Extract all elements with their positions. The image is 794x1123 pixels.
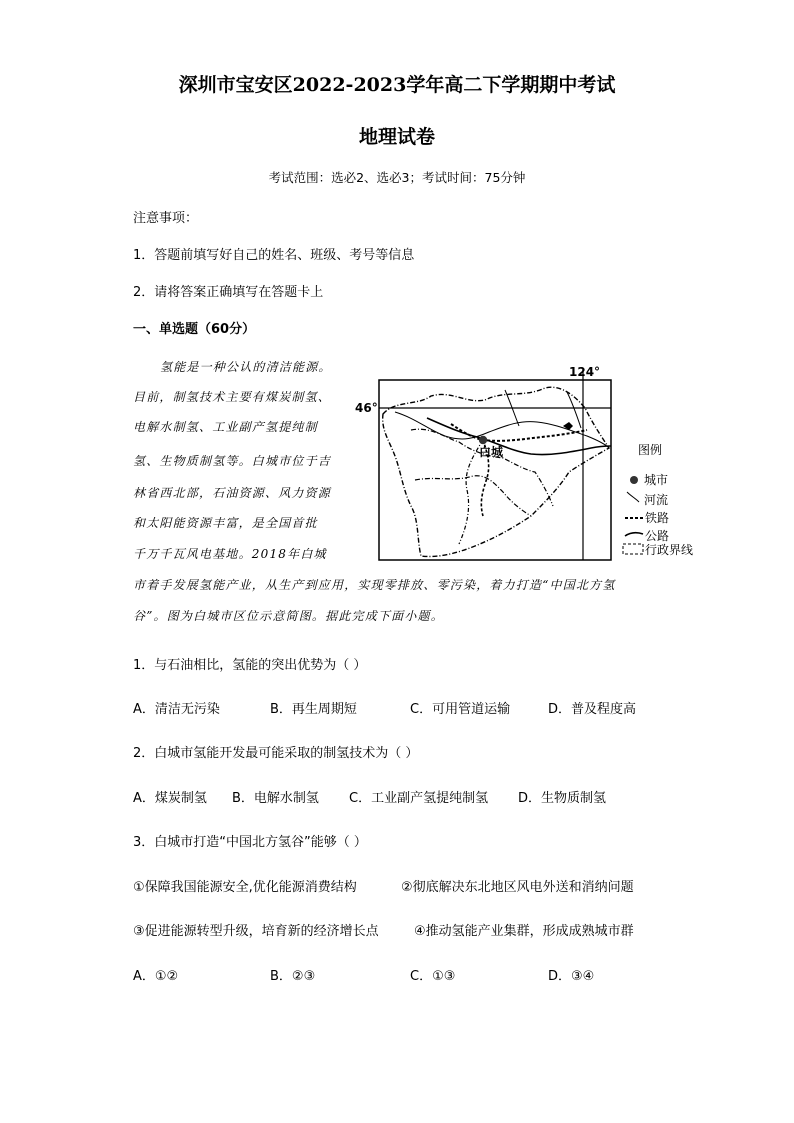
q2-option-c[interactable]: C．工业副产氢提纯制氢: [349, 791, 489, 806]
q2-option-b[interactable]: B．电解水制氢: [232, 791, 319, 806]
legend-boundary-label: 行政界线: [645, 543, 694, 557]
legend-city-label: 城市: [644, 473, 669, 487]
admin-boundary-inner: [415, 476, 531, 516]
passage-line: 氢能是一种公认的清洁能源。: [160, 360, 332, 374]
exam-info: 考试范围：选必2、选必3；考试时间：75分钟: [268, 170, 526, 185]
legend-boundary-symbol: [623, 544, 643, 554]
longitude-label: 124°: [569, 365, 601, 379]
passage-line: 千万千瓦风电基地。2018年白城: [133, 547, 327, 561]
legend-river-label: 河流: [644, 493, 669, 507]
question-stem: 1．与石油相比，氢能的突出优势为（ ）: [133, 658, 367, 673]
q2-option-d[interactable]: D．生物质制氢: [518, 791, 607, 806]
q1-option-b[interactable]: B．再生周期短: [270, 702, 357, 717]
latitude-label: 46°: [355, 401, 378, 415]
passage-line: 和太阳能资源丰富，是全国首批: [133, 516, 318, 530]
notes-item-2: 2．请将答案正确填写在答题卡上: [133, 285, 324, 300]
passage-line: 林省西北部，石油资源、风力资源: [133, 486, 332, 500]
exam-subtitle: 地理试卷: [358, 126, 435, 148]
question-stem: 2．白城市氢能开发最可能采取的制氢技术为（ ）: [133, 746, 419, 761]
q3-statement-4: ④推动氢能产业集群，形成成熟城市群: [414, 924, 634, 939]
section-heading: 一、单选题（60分）: [133, 322, 256, 337]
q3-option-a[interactable]: A．①②: [133, 969, 179, 984]
passage-line: 目前，制氢技术主要有煤炭制氢、: [133, 390, 332, 404]
question-stem: 3．白城市打造“中国北方氢谷”能够（ ）: [133, 835, 367, 850]
city-label: 白城: [479, 445, 504, 459]
q1-option-c[interactable]: C．可用管道运输: [410, 702, 511, 717]
q3-option-c[interactable]: C．①③: [410, 969, 456, 984]
q3-statement-2: ②彻底解决东北地区风电外送和消纳问题: [401, 880, 634, 895]
legend-city-symbol: [630, 476, 638, 484]
admin-boundary: [383, 387, 609, 556]
city-marker: [479, 436, 487, 444]
legend-railway-label: 铁路: [645, 511, 670, 525]
legend-title: 图例: [638, 443, 663, 457]
passage-line: 市着手发展氢能产业，从生产到应用，实现零排放、零污染，着力打造“中国北方氢: [133, 578, 616, 592]
q3-statement-3: ③促进能源转型升级，培育新的经济增长点: [133, 924, 379, 939]
passage-line: 电解水制氢、工业副产氢提纯制: [133, 420, 318, 434]
q3-option-d[interactable]: D．③④: [548, 969, 595, 984]
legend-highway-symbol: [625, 533, 643, 536]
passage-line: 氢、生物质制氢等。白城市位于吉: [133, 454, 332, 468]
q3-option-b[interactable]: B．②③: [270, 969, 316, 984]
notes-heading: 注意事项：: [133, 211, 199, 226]
notes-item-1: 1．答题前填写好自己的姓名、班级、考号等信息: [133, 248, 415, 263]
exam-title: 深圳市宝安区2022-2023学年高二下学期期中考试: [178, 74, 616, 96]
q1-option-a[interactable]: A．清洁无污染: [133, 702, 220, 717]
q1-option-d[interactable]: D．普及程度高: [548, 702, 637, 717]
q2-option-a[interactable]: A．煤炭制氢: [133, 791, 207, 806]
legend-river-symbol: [627, 492, 639, 502]
legend-highway-label: 公路: [645, 529, 670, 543]
baicheng-location-map: [355, 360, 710, 565]
q3-statement-1: ①保障我国能源安全,优化能源消费结构: [133, 880, 357, 895]
passage-line: 谷”。图为白城市区位示意简图。据此完成下面小题。: [133, 609, 444, 623]
map-frame: [379, 380, 611, 560]
